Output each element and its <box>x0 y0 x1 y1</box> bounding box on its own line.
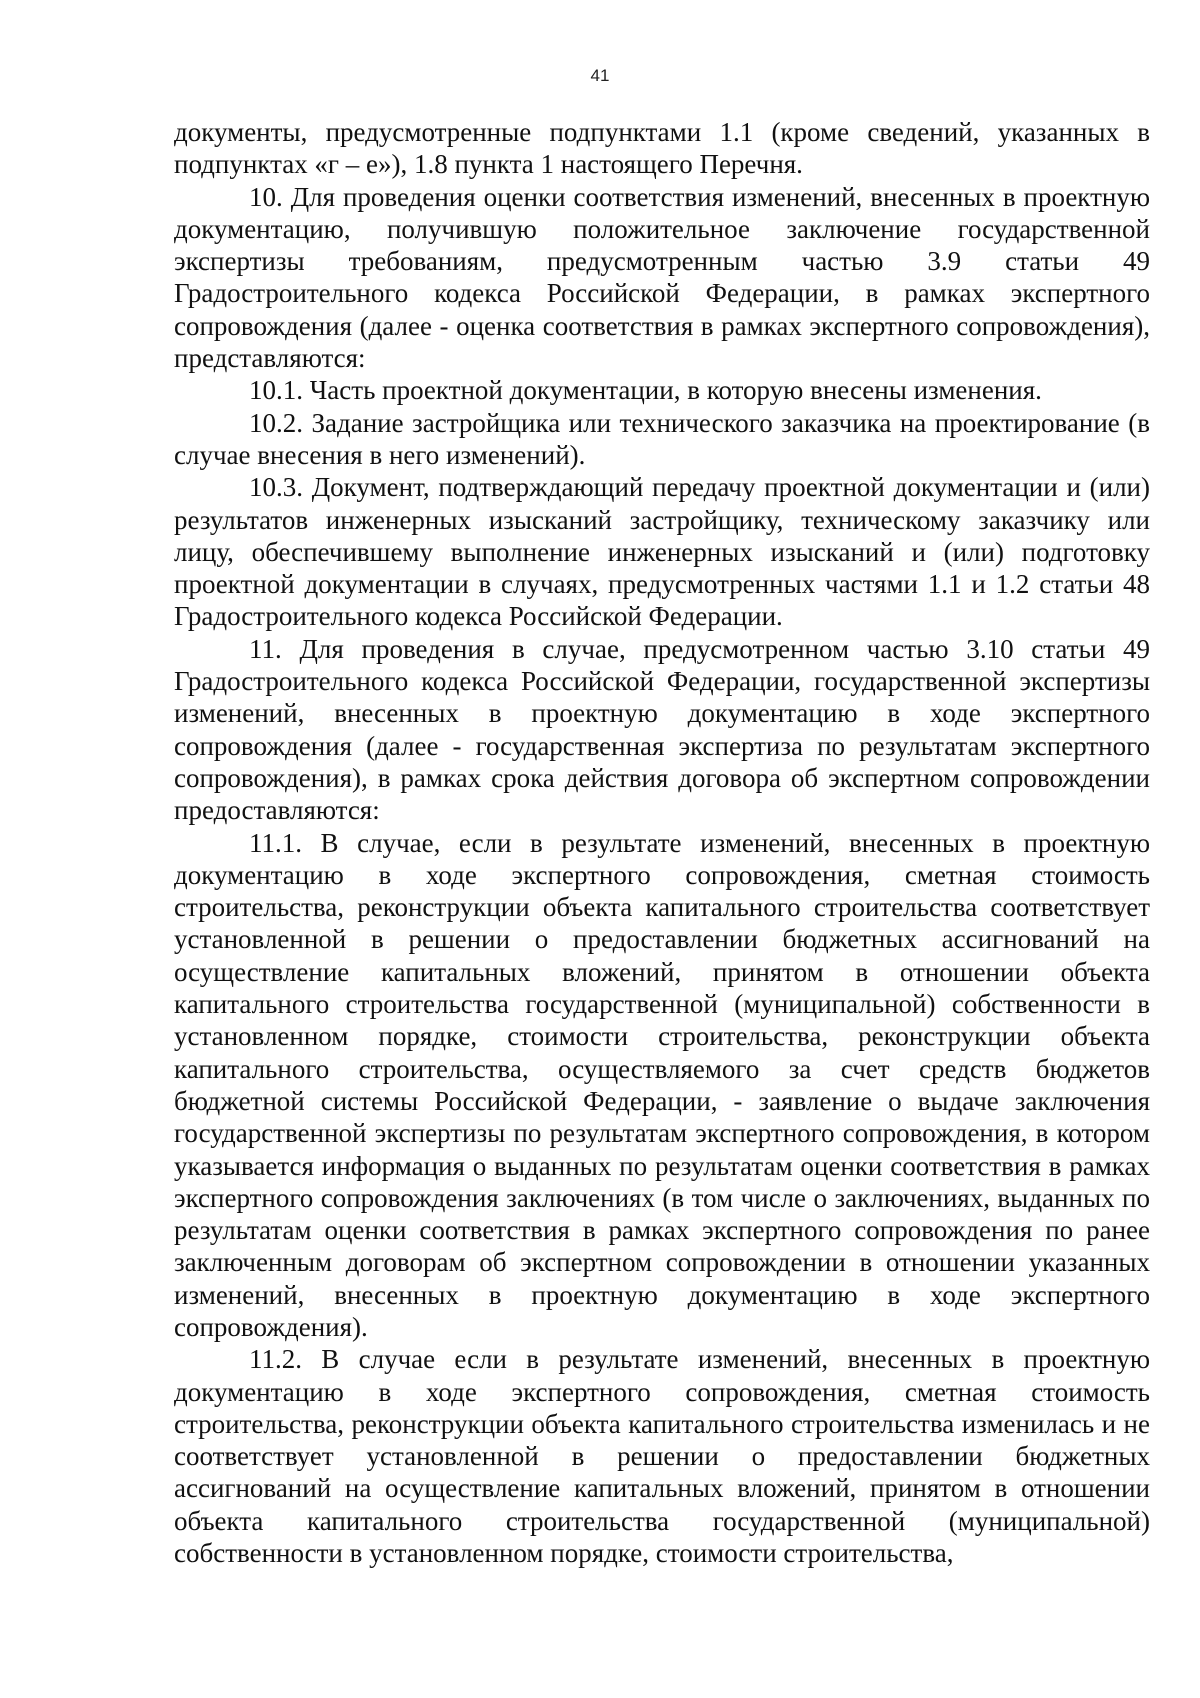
paragraph-10: 10. Для проведения оценки соответствия изменений, внесенных в проектную документацию, получившую положительное заключение государственной экспертизы требованиям, предусмотренным частью 3.9 статьи 49 Градостроительного кодекса Российской Федерации, в рамках экспертного сопровождения (далее - оценка соответствия в рамках экспертного сопровождения), представляются: <box>174 181 1150 374</box>
paragraph-11-2: 11.2. В случае если в результате изменений, внесенных в проектную документацию в ходе экспертного сопровождения, сметная стоимость строительства, реконструкции объекта капитального строительства изменилась и не соответствует установленной в решении о предоставлении бюджетных ассигнований на осуществление капитальных вложений, принятом в отношении объекта капитального строительства государственной (муниципальной) собственности в установленном порядке, стоимости строительства, <box>174 1344 1150 1569</box>
page-number: 41 <box>590 66 610 85</box>
paragraph-10-3: 10.3. Документ, подтверждающий передачу проектной документации и (или) результатов инженерных изысканий застройщику, техническому заказчику или лицу, обеспечившему выполнение инженерных изысканий и (или) подготовку проектной документации в случаях, предусмотренных частями 1.1 и 1.2 статьи 48 Градостроительного кодекса Российской Федерации. <box>174 472 1150 632</box>
paragraph-continuation: документы, предусмотренные подпунктами 1.1 (кроме сведений, указанных в подпунктах «г – е»), 1.8 пункта 1 настоящего Перечня. <box>174 117 1150 180</box>
paragraph-11: 11. Для проведения в случае, предусмотренном частью 3.10 статьи 49 Градостроительного кодекса Российской Федерации, государственной экспертизы изменений, внесенных в проектную документацию в ходе экспертного сопровождения (далее - государственная экспертиза по результатам экспертного сопровождения), в рамках срока действия договора об экспертном сопровождении предоставляются: <box>174 633 1150 826</box>
paragraph-11-1: 11.1. В случае, если в результате изменений, внесенных в проектную документацию в ходе экспертного сопровождения, сметная стоимость строительства, реконструкции объекта капитального строительства соответствует установленной в решении о предоставлении бюджетных ассигнований на осуществление капитальных вложений, принятом в отношении объекта капитального строительства государственной (муниципальной) собственности в установленном порядке, стоимости строительства, реконструкции объекта капитального строительства, осуществляемого за счет средств бюджетов бюджетной системы Российской Федерации, - заявление о выдаче заключения государственной экспертизы по результатам экспертного сопровождения, в котором указывается информация о выданных по результатам оценки соответствия в рамках экспертного сопровождения заключениях (в том числе о заключениях, выданных по результатам оценки соответствия в рамках экспертного сопровождения по ранее заключенным договорам об экспертном сопровождении в отношении указанных изменений, внесенных в проектную документацию в ходе экспертного сопровождения). <box>174 827 1150 1342</box>
paragraph-10-2: 10.2. Задание застройщика или технического заказчика на проектирование (в случае внесения в него изменений). <box>174 407 1150 470</box>
paragraph-10-1: 10.1. Часть проектной документации, в которую внесены изменения. <box>249 375 1042 406</box>
document-body <box>174 116 1150 1569</box>
